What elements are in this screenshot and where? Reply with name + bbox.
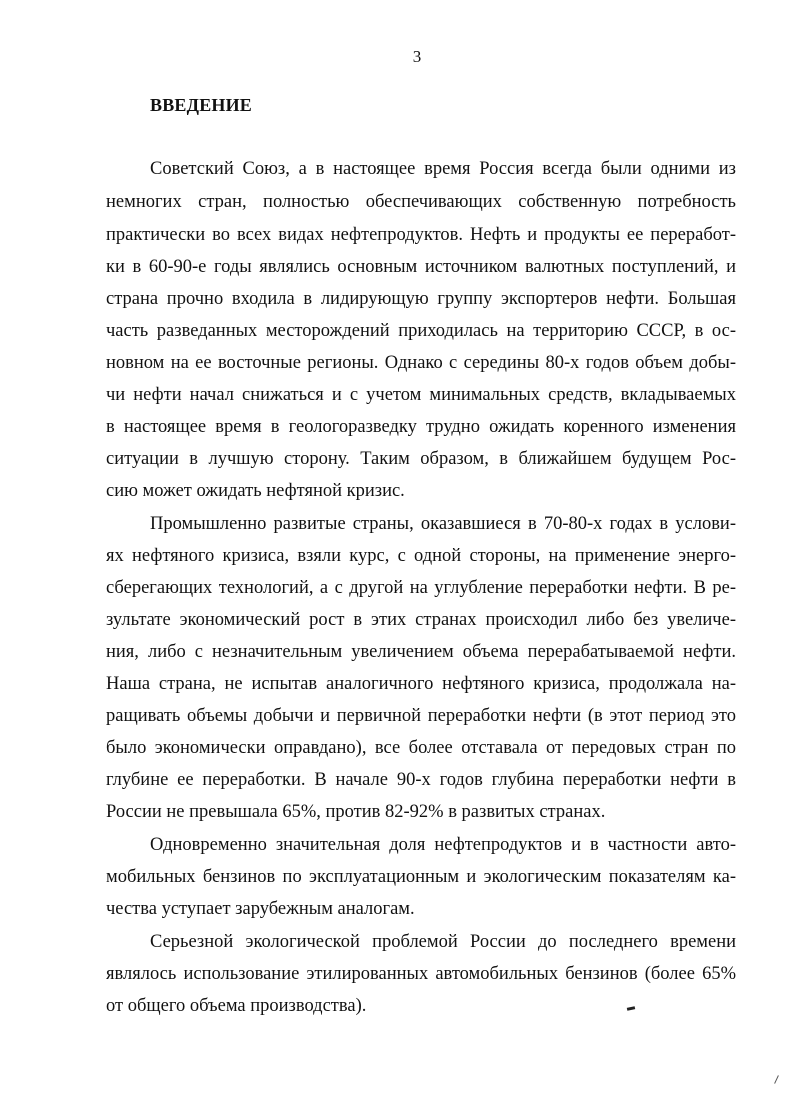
text-line: часть разведанных месторождений приходилась на территорию СССР, в ос- [106,321,736,341]
scan-artifact-tick [774,1075,779,1084]
text-line: от общего объема производства). [106,996,367,1016]
text-line: страна прочно входила в лидирующую группу экспортеров нефти. Большая [106,289,736,309]
text-line: глубине ее переработки. В начале 90-х годов глубина переработки нефти в [106,770,736,790]
text-line: ки в 60-90-е годы являлись основным источником валютных поступлений, и [106,257,736,277]
text-line: зультате экономический рост в этих странах происходил либо без увеличе- [106,610,736,630]
text-line: мобильных бензинов по эксплуатационным и экологическим показателям ка- [106,867,736,887]
text-line: сберегающих технологий, а с другой на углубление переработки нефти. В ре- [106,578,736,598]
text-line: Советский Союз, а в настоящее время Россия всегда были одними из [150,159,736,179]
text-line: ях нефтяного кризиса, взяли курс, с одной стороны, на применение энерго- [106,546,736,566]
text-line: немногих стран, полностью обеспечивающих собственную потребность [106,192,736,212]
text-line: Наша страна, не испытав аналогичного нефтяного кризиса, продолжала на- [106,674,736,694]
text-line: было экономически оправдано), все более отставала от передовых стран по [106,738,736,758]
text-line: Промышленно развитые страны, оказавшиеся в 70-80-х годах в услови- [150,514,736,534]
text-line: Серьезной экологической проблемой России до последнего времени [150,932,736,952]
text-line: России не превышала 65%, против 82-92% в развитых странах. [106,802,606,822]
page-number: 3 [412,47,422,66]
text-line: сию может ожидать нефтяной кризис. [106,481,405,501]
text-line: практически во всех видах нефтепродуктов. Нефть и продукты ее переработ- [106,225,736,245]
text-line: в настоящее время в геологоразведку трудно ожидать коренного изменения [106,417,736,437]
text-line: новном на ее восточные регионы. Однако с середины 80-х годов объем добы- [106,353,736,373]
text-line: Одновременно значительная доля нефтепродуктов и в частности авто- [150,835,736,855]
text-line: являлось использование этилированных автомобильных бензинов (более 65% [106,964,736,984]
text-line: ния, либо с незначительным увеличением объема перерабатываемой нефти. [106,642,736,662]
page-heading: ВВЕДЕНИЕ [150,95,253,115]
text-line: ращивать объемы добычи и первичной переработки нефти (в этот период это [106,706,736,726]
text-line: чества уступает зарубежным аналогам. [106,899,415,919]
text-line: ситуации в лучшую сторону. Таким образом, в ближайшем будущем Рос- [106,449,736,469]
text-line: чи нефти начал снижаться и с учетом минимальных средств, вкладываемых [106,385,736,405]
